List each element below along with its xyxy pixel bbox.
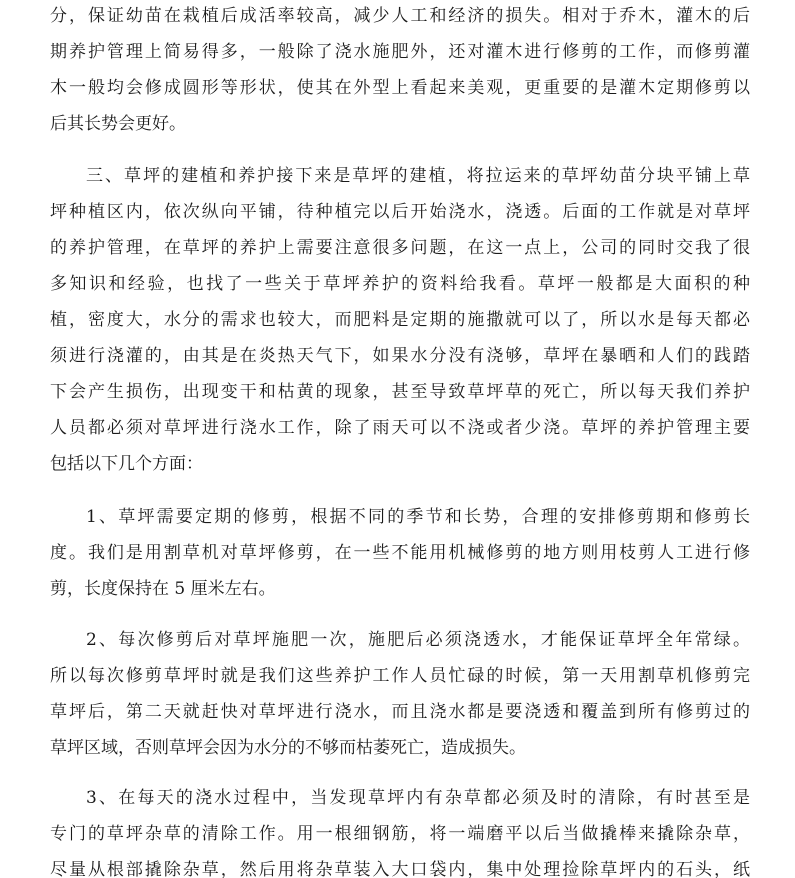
text-line: 期养护管理上简易得多，一般除了浇水施肥外，还对灌木进行修剪的工作，而修剪灌: [50, 42, 750, 62]
text-line: 专门的草坪杂草的清除工作。用一根细钢筋，将一端磨平以后当做撬棒来撬除杂草，: [50, 824, 750, 844]
paragraph-weeding: [50, 780, 750, 878]
text-line: 植，密度大，水分的需求也较大，而肥料是定期的施撒就可以了，所以水是每天都必: [50, 310, 750, 330]
text-line: 草坪区域，否则草坪会因为水分的不够而枯萎死亡，造成损失。: [50, 738, 526, 758]
paragraph-shrub-care: [50, 0, 750, 142]
text-line: 木一般均会修成圆形等形状，使其在外型上看起来美观，更重要的是灌木定期修剪以: [50, 78, 750, 98]
text-line: 2、每次修剪后对草坪施肥一次，施肥后必须浇透水，才能保证草坪全年常绿。: [86, 630, 750, 650]
text-line: 人员都必须对草坪进行浇水工作，除了雨天可以不浇或者少浇。草坪的养护管理主要: [50, 418, 750, 438]
text-line: 多知识和经验，也找了一些关于草坪养护的资料给我看。草坪一般都是大面积的种: [50, 274, 750, 294]
text-line: 3、在每天的浇水过程中，当发现草坪内有杂草都必须及时的清除，有时甚至是: [86, 788, 750, 808]
text-line: 须进行浇灌的，由其是在炎热天气下，如果水分没有浇够，草坪在暴晒和人们的践踏: [50, 346, 750, 366]
text-line: 的养护管理，在草坪的养护上需要注意很多问题，在这一点上，公司的同时交我了很: [50, 238, 750, 258]
paragraph-mowing: [50, 499, 750, 607]
text-line: 分，保证幼苗在栽植后成活率较高，减少人工和经济的损失。相对于乔木，灌木的后: [50, 6, 750, 26]
text-line: 所以每次修剪草坪时就是我们这些养护工作人员忙碌的时候，第一天用割草机修剪完: [50, 666, 750, 686]
text-line: 剪，长度保持在 5 厘米左右。: [50, 579, 276, 599]
paragraph-lawn-planting: [50, 158, 750, 482]
text-line: 度。我们是用割草机对草坪修剪，在一些不能用机械修剪的地方则用枝剪人工进行修: [50, 543, 750, 563]
text-line: 坪种植区内，依次纵向平铺，待种植完以后开始浇水，浇透。后面的工作就是对草坪: [50, 202, 750, 222]
text-line: 草坪后，第二天就赶快对草坪进行浇水，而且浇水都是要浇透和覆盖到所有修剪过的: [50, 702, 750, 722]
text-line: 下会产生损伤，出现变干和枯黄的现象，甚至导致草坪草的死亡，所以每天我们养护: [50, 382, 750, 402]
paragraph-fertilizing: [50, 622, 750, 766]
text-line: 包括以下几个方面：: [50, 454, 203, 474]
text-line: 尽量从根部撬除杂草，然后用将杂草装入大口袋内，集中处理捡除草坪内的石头，纸: [50, 860, 750, 878]
text-line: 后其长势会更好。: [50, 114, 186, 134]
text-line: 三、草坪的建植和养护接下来是草坪的建植，将拉运来的草坪幼苗分块平铺上草: [86, 166, 750, 186]
text-line: 1、草坪需要定期的修剪，根据不同的季节和长势，合理的安排修剪期和修剪长: [86, 507, 750, 527]
